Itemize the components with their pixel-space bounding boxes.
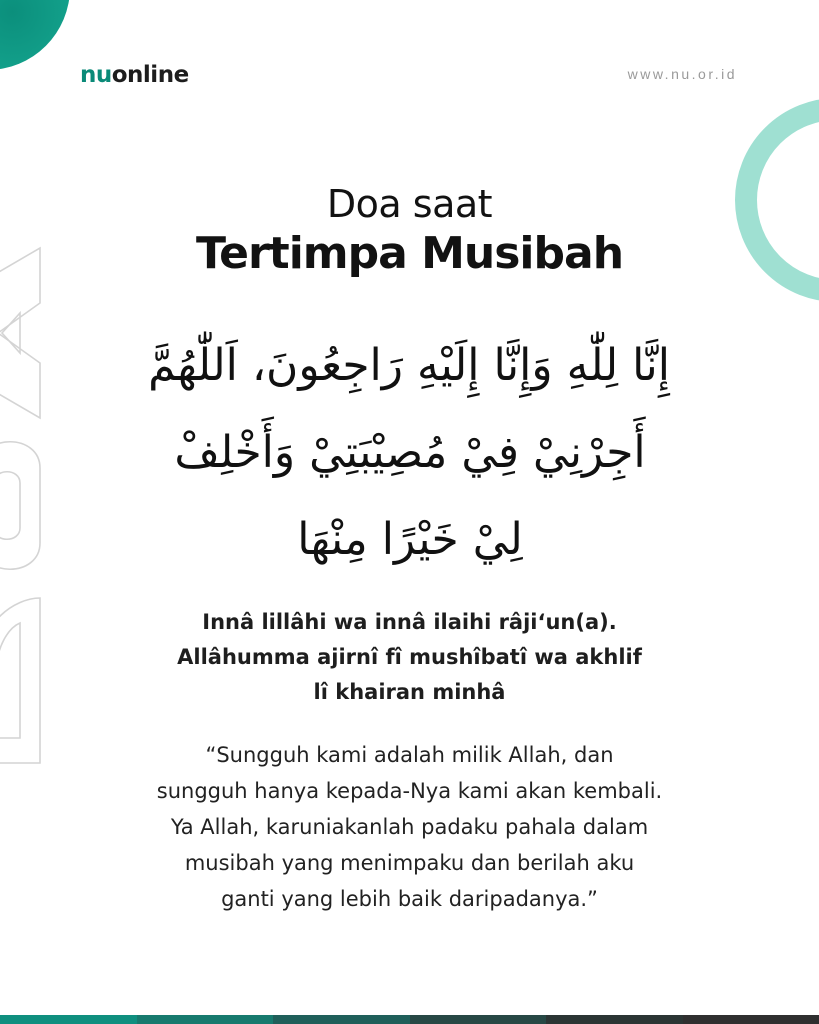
translation-line-4: musibah yang menimpaku dan berilah aku: [184, 851, 635, 875]
translation-line-1: “Sungguh kami adalah milik Allah, dan: [205, 743, 614, 767]
nu-online-logo[interactable]: [80, 62, 189, 88]
bottom-bar-segment: [137, 1015, 274, 1024]
title-line-2: Tertimpa Musibah: [195, 228, 624, 279]
arabic-line-1: إِنَّا لِلّٰهِ وَإِنَّا إِلَيْهِ رَاجِعُونَ، اَللّٰهُمَّ: [148, 340, 670, 391]
bottom-color-bar: [0, 1015, 819, 1024]
website-url: www.nu.or.id: [627, 66, 737, 82]
latin-line-2: Allâhumma ajirnî fî mushîbatî wa akhlif: [177, 645, 642, 669]
latin-line-1: Innâ lillâhi wa innâ ilaihi râji‘un(a).: [202, 610, 617, 634]
bottom-bar-segment: [0, 1015, 137, 1024]
arabic-line-3: لِيْ خَيْرًا مِنْهَا: [297, 514, 523, 565]
bottom-bar-segment: [546, 1015, 683, 1024]
bottom-bar-segment: [273, 1015, 410, 1024]
logo-online: online: [111, 62, 189, 88]
indonesian-translation: [0, 737, 819, 917]
translation-line-5: ganti yang lebih baik daripadanya.”: [221, 887, 598, 911]
translation-line-2: sungguh hanya kepada-Nya kami akan kembali.: [156, 779, 663, 803]
logo-nu: nu: [80, 62, 112, 88]
latin-line-3: lî khairan minhâ: [313, 680, 506, 704]
latin-transliteration: [0, 605, 819, 710]
arabic-line-2: أَجِرْنِيْ فِيْ مُصِيْبَتِيْ وَأَخْلِفْ: [174, 427, 646, 478]
bottom-bar-segment: [410, 1015, 547, 1024]
bottom-bar-segment: [683, 1015, 819, 1024]
corner-decoration-blob: [0, 0, 70, 70]
arabic-prayer: [150, 322, 670, 583]
title-line-1: Doa saat: [326, 182, 493, 226]
translation-line-3: Ya Allah, karuniakanlah padaku pahala dalam: [170, 815, 649, 839]
